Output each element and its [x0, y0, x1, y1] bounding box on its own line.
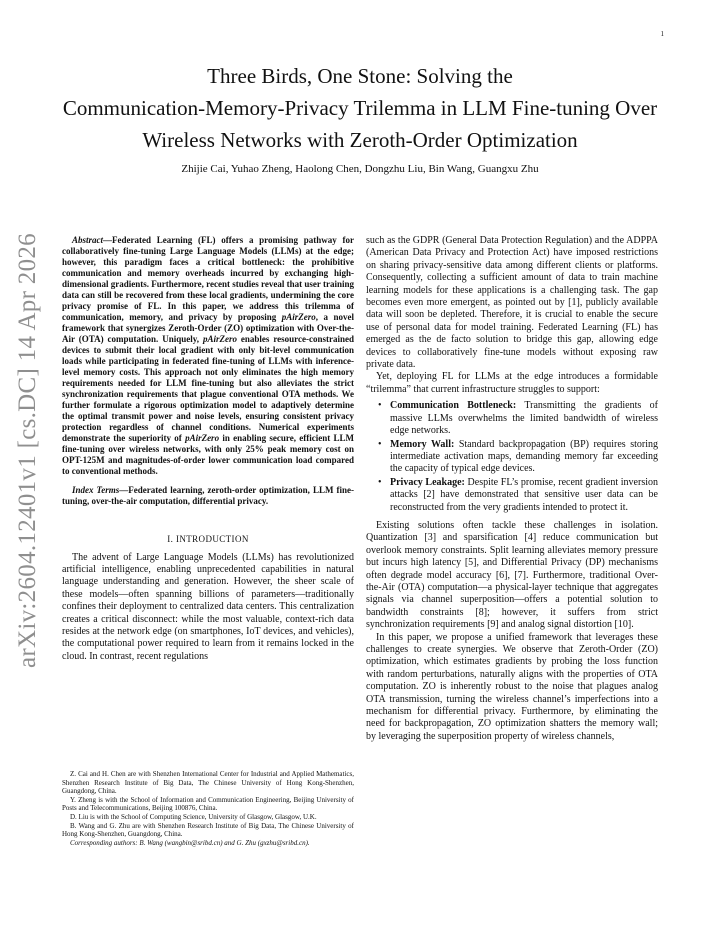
abstract-text-2: , a novel framework that synergizes Zeroth-Order (ZO) optimization with Over-the-Air (OTA) computation. Uniquely, [62, 312, 354, 344]
right-paragraph-2: Yet, deploying FL for LLMs at the edge introduces a formidable “trilemma” that current infrastructure struggles to support: [366, 371, 658, 395]
page-number: 1 [660, 30, 664, 38]
list-item-heading: Privacy Leakage: [390, 476, 465, 488]
arxiv-watermark: arXiv:2604.12401v1 [cs.DC] 14 Apr 2026 [14, 233, 41, 668]
left-column [62, 235, 354, 663]
list-item-heading: Memory Wall: [390, 438, 455, 450]
method-name: pAirZero [202, 334, 237, 344]
footnote-affiliation: Y. Zheng is with the School of Information and Communication Engineering, Beijing University of Posts and Telecommunications, Beijing 100876, China. [62, 795, 354, 813]
list-item-text: Standard backpropagation (BP) requires storing intermediate activation maps, demanding memory far exceeding the capacity of typical edge devices. [390, 438, 658, 475]
list-item [366, 477, 658, 514]
intro-paragraph-1: The advent of Large Language Models (LLMs) has revolutionized artificial intelligence, enabling unprecedented capabilities in natural language understanding and generation. However, the sheer scale of these models—often spanning billions of parameters—traditionally confines their deployment to centralized data centers. This centralization creates a critical disconnect: while the most valuable, context-rich data resides at the network edge (on smartphones, IoT devices, and vehicles), the computational power required to learn from it remains locked in the cloud. In contrast, recent regulations [62, 551, 354, 662]
list-item-text: Despite FL’s promise, recent gradient inversion attacks [2] have demonstrated that sensitive user data can be reconstructed from the very gradients intended to protect it. [390, 476, 658, 513]
right-paragraph-3: Existing solutions often tackle these challenges in isolation. Quantization [3] and sparsification [4] reduce communication but overlook memory constraints. Split learning alleviates memory pressure but incurs high latency [5], and Differential Privacy (DP) mechanisms often degrade model accuracy [6], [7]. Furthermore, traditional Over-the-Air (OTA) computation—a physical-layer technique that aggregates signals via channel superposition—offers a potential solution to bandwidth constraints [8]; however, it suffers from strict synchronization requirements [9] and analog signal distortion [10]. [366, 519, 658, 631]
list-item-text: Transmitting the gradients of massive LLMs overwhelms the limited bandwidth of wireless edge networks. [390, 400, 658, 437]
right-paragraph-4: In this paper, we propose a unified framework that leverages these challenges to create synergies. We observe that Zeroth-Order (ZO) optimization, which estimates gradients by probing the loss function with random perturbations, naturally aligns with the properties of OTA computation. ZO is inherently robust to the noise that plagues analog OTA transmission, turning the wireless channel’s imperfections into a mechanism for differential privacy. Furthermore, by eliminating the need for backpropagation, ZO optimization shatters the memory wall; by leveraging the superposition property of wireless channels, [366, 631, 658, 742]
footnote-affiliation: B. Wang and G. Zhu are with Shenzhen Research Institute of Big Data, The Chinese University of Hong Kong-Shenzhen, Guangdong, China. [62, 821, 354, 839]
index-terms [62, 485, 354, 507]
abstract-text-3: enables resource-constrained devices to submit their local gradient with only bit-level communication loads while participating in federated fine-tuning of LLMs with inference-level memory costs. This approach not only eliminates the high memory requirements needed for LLM fine-tuning but also alleviates the strict synchronization requirements that plague conventional OTA methods. We further formulate a rigorous optimization model to adaptively determine the optimal transmit power and noise levels, ensuring consistent privacy protection regardless of channel conditions. Numerical experiments demonstrate the superiority of [62, 334, 355, 443]
footnote-affiliation: Z. Cai and H. Chen are with Shenzhen International Center for Industrial and Applied Mathematics, Shenzhen Research Institute of Big Data, The Chinese University of Hong Kong-Shenzhen, Guangdong, China. [62, 770, 354, 796]
list-item [366, 400, 658, 437]
abstract-text-4: in enabling secure, efficient LLM fine-tuning over wireless networks, with only 25% peak memory cost on OPT-125M and magnitudes-of-order lower communication load compared to conventional methods. [62, 433, 354, 476]
abstract-label: Abstract [72, 235, 104, 245]
right-paragraph-1: such as the GDPR (General Data Protection Regulation) and the ADPPA (American Data Privacy and Protection Act) have imposed restrictions on sharing privacy-sensitive data among different clients or platforms. Consequently, collecting a sufficient amount of data to train machine learning models for these applications is a challenging task. The gap becomes even more emergent, as pointed out by [1], publicly available data will soon be depleted. Therefore, it is crucial to enable the secure use of personal data for model training. Federated Learning (FL) has emerged as the de facto solution to bridge this gap, allowing edge devices to collaboratively fine-tune models without exposing raw private data. [366, 235, 658, 371]
footnotes [62, 770, 354, 847]
method-name: pAirZero [281, 312, 316, 322]
list-item-heading: Communication Bottleneck: [390, 400, 517, 412]
method-name: pAirZero [185, 433, 220, 443]
title-line-2: Communication-Memory-Privacy Trilemma in LLM Fine-tuning Over [62, 96, 658, 120]
trilemma-list [366, 400, 658, 514]
right-column [366, 235, 658, 743]
paper-title [40, 60, 680, 156]
bullet-icon: • [378, 438, 382, 450]
bullet-icon: • [378, 476, 382, 488]
footnote-affiliation: D. Liu is with the School of Computing Science, University of Glasgow, Glasgow, U.K. [70, 812, 317, 821]
section-heading-introduction: I. INTRODUCTION [167, 534, 249, 544]
index-terms-text: —Federated learning, zeroth-order optimization, LLM fine-tuning, over-the-air computation, differential privacy. [62, 485, 354, 506]
author-list: Zhijie Cai, Yuhao Zheng, Haolong Chen, Dongzhu Liu, Bin Wang, Guangxu Zhu [181, 163, 539, 175]
index-terms-label: Index Terms [72, 485, 120, 495]
list-item [366, 439, 658, 476]
title-line-3: Wireless Networks with Zeroth-Order Optimization [142, 128, 578, 152]
bullet-icon: • [378, 400, 382, 412]
abstract [62, 235, 354, 477]
abstract-text-1: —Federated Learning (FL) offers a promising pathway for collaboratively fine-tuning Large Language Models (LLMs) at the edge; however, this paradigm faces a critical bottleneck: the prohibitive communication and memory overheads incurred by exchanging high-dimensional gradients. Furthermore, recent studies reveal that user training data can still be recovered from these local gradients, undermining the core privacy promise of FL. In this paper, we address this trilemma of communication, memory, and privacy by proposing [62, 235, 354, 322]
title-line-1: Three Birds, One Stone: Solving the [207, 64, 513, 88]
footnote-corresponding-authors: Corresponding authors: B. Wang (wangbin@sribd.cn) and G. Zhu (gxzhu@sribd.cn). [70, 838, 310, 847]
